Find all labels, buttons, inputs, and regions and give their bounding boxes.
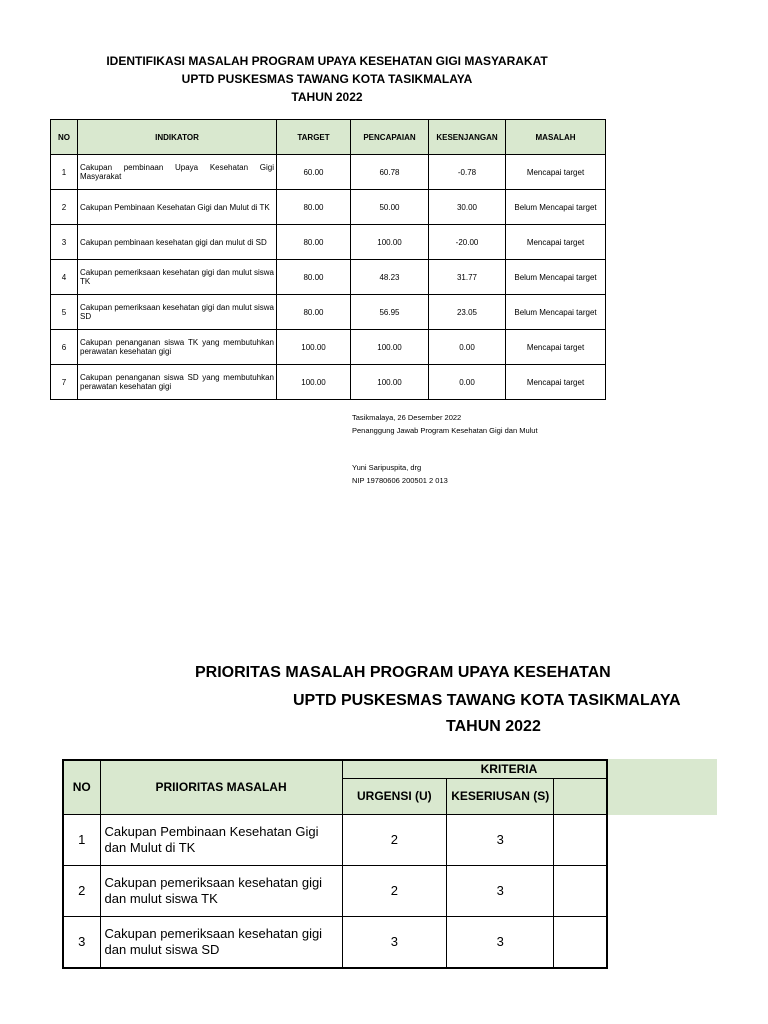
cell-no: 6 [51, 330, 78, 365]
cell-masalah: Mencapai target [506, 330, 606, 365]
cell-target: 80.00 [277, 190, 351, 225]
table-row [63, 865, 607, 916]
cell-masalah: Belum Mencapai target [506, 295, 606, 330]
cell-pencapaian: 100.00 [351, 225, 429, 260]
cell-pencapaian: 56.95 [351, 295, 429, 330]
cell-urgensi: 2 [342, 865, 446, 916]
cell-indikator: Cakupan pembinaan Upaya Kesehatan Gigi Masyarakat [78, 155, 277, 190]
cell-masalah: Belum Mencapai target [506, 190, 606, 225]
cell-target: 100.00 [277, 330, 351, 365]
cell-target: 60.00 [277, 155, 351, 190]
cell-extra [554, 814, 607, 865]
cell-indikator: Cakupan pemeriksaan kesehatan gigi dan mulut siswa SD [78, 295, 277, 330]
cell-indikator: Cakupan pemeriksaan kesehatan gigi dan mulut siswa TK [78, 260, 277, 295]
table-row [63, 916, 607, 968]
cell-urgensi: 3 [342, 916, 446, 968]
cell-target: 80.00 [277, 260, 351, 295]
header-pencapaian: PENCAPAIAN [351, 120, 429, 155]
table-header-row [63, 760, 607, 778]
header-indikator: INDIKATOR [78, 120, 277, 155]
cell-pencapaian: 60.78 [351, 155, 429, 190]
sign-nip: NIP 19780606 200501 2 013 [352, 476, 448, 485]
cell-no: 1 [51, 155, 78, 190]
sheet2-title-line-2: UPTD PUSKESMAS TAWANG KOTA TASIKMALAYA [293, 692, 681, 709]
cell-kesenjangan: -20.00 [429, 225, 506, 260]
header-no: NO [51, 120, 78, 155]
cell-indikator: Cakupan Pembinaan Kesehatan Gigi dan Mulut di TK [78, 190, 277, 225]
cell-no: 4 [51, 260, 78, 295]
header-kesenjangan: KESENJANGAN [429, 120, 506, 155]
cell-kesenjangan: 30.00 [429, 190, 506, 225]
header-fill-overflow [607, 759, 717, 815]
cell-indikator: Cakupan penanganan siswa SD yang membutuhkan perawatan kesehatan gigi [78, 365, 277, 400]
sheet1-title-line-2: UPTD PUSKESMAS TAWANG KOTA TASIKMALAYA [181, 72, 473, 86]
cell-masalah: Cakupan pemeriksaan kesehatan gigi dan mulut siswa SD [100, 916, 342, 968]
table-row [63, 814, 607, 865]
cell-extra [554, 916, 607, 968]
header-no: NO [63, 760, 100, 814]
cell-target: 100.00 [277, 365, 351, 400]
cell-no: 2 [51, 190, 78, 225]
sign-role: Penanggung Jawab Program Kesehatan Gigi dan Mulut [352, 426, 538, 435]
sheet1-title-line-1: IDENTIFIKASI MASALAH PROGRAM UPAYA KESEHATAN GIGI MASYARAKAT [106, 54, 548, 68]
cell-pencapaian: 100.00 [351, 330, 429, 365]
cell-no: 3 [51, 225, 78, 260]
header-extra [554, 778, 607, 814]
cell-target: 80.00 [277, 225, 351, 260]
cell-keseriusan: 3 [447, 814, 554, 865]
cell-pencapaian: 50.00 [351, 190, 429, 225]
header-masalah: MASALAH [506, 120, 606, 155]
cell-masalah: Belum Mencapai target [506, 260, 606, 295]
cell-no: 1 [63, 814, 100, 865]
cell-kesenjangan: -0.78 [429, 155, 506, 190]
cell-keseriusan: 3 [447, 916, 554, 968]
cell-indikator: Cakupan pembinaan kesehatan gigi dan mulut di SD [78, 225, 277, 260]
header-keseriusan: KESERIUSAN (S) [447, 778, 554, 814]
header-urgensi: URGENSI (U) [342, 778, 446, 814]
cell-kesenjangan: 0.00 [429, 330, 506, 365]
sheet2-title-line-3: TAHUN 2022 [446, 718, 541, 735]
cell-keseriusan: 3 [447, 865, 554, 916]
cell-no: 3 [63, 916, 100, 968]
sign-name: Yuni Saripuspita, drg [352, 463, 422, 472]
cell-masalah: Cakupan Pembinaan Kesehatan Gigi dan Mulut di TK [100, 814, 342, 865]
cell-kesenjangan: 23.05 [429, 295, 506, 330]
header-kriteria: KRITERIA [342, 760, 607, 778]
cell-kesenjangan: 0.00 [429, 365, 506, 400]
sheet1-title-line-3: TAHUN 2022 [291, 90, 363, 104]
cell-no: 7 [51, 365, 78, 400]
header-prioritas-masalah: PRIIORITAS MASALAH [100, 760, 342, 814]
cell-masalah: Mencapai target [506, 365, 606, 400]
cell-urgensi: 2 [342, 814, 446, 865]
cell-target: 80.00 [277, 295, 351, 330]
cell-kesenjangan: 31.77 [429, 260, 506, 295]
cell-pencapaian: 100.00 [351, 365, 429, 400]
cell-masalah: Mencapai target [506, 155, 606, 190]
cell-indikator: Cakupan penanganan siswa TK yang membutuhkan perawatan kesehatan gigi [78, 330, 277, 365]
sign-place-date: Tasikmalaya, 26 Desember 2022 [352, 413, 462, 422]
header-target: TARGET [277, 120, 351, 155]
cell-masalah: Mencapai target [506, 225, 606, 260]
cell-pencapaian: 48.23 [351, 260, 429, 295]
sheet2-title-line-1: PRIORITAS MASALAH PROGRAM UPAYA KESEHATAN [195, 664, 611, 681]
cell-extra [554, 865, 607, 916]
cell-no: 2 [63, 865, 100, 916]
cell-no: 5 [51, 295, 78, 330]
cell-masalah: Cakupan pemeriksaan kesehatan gigi dan mulut siswa TK [100, 865, 342, 916]
prioritas-table [62, 759, 608, 969]
